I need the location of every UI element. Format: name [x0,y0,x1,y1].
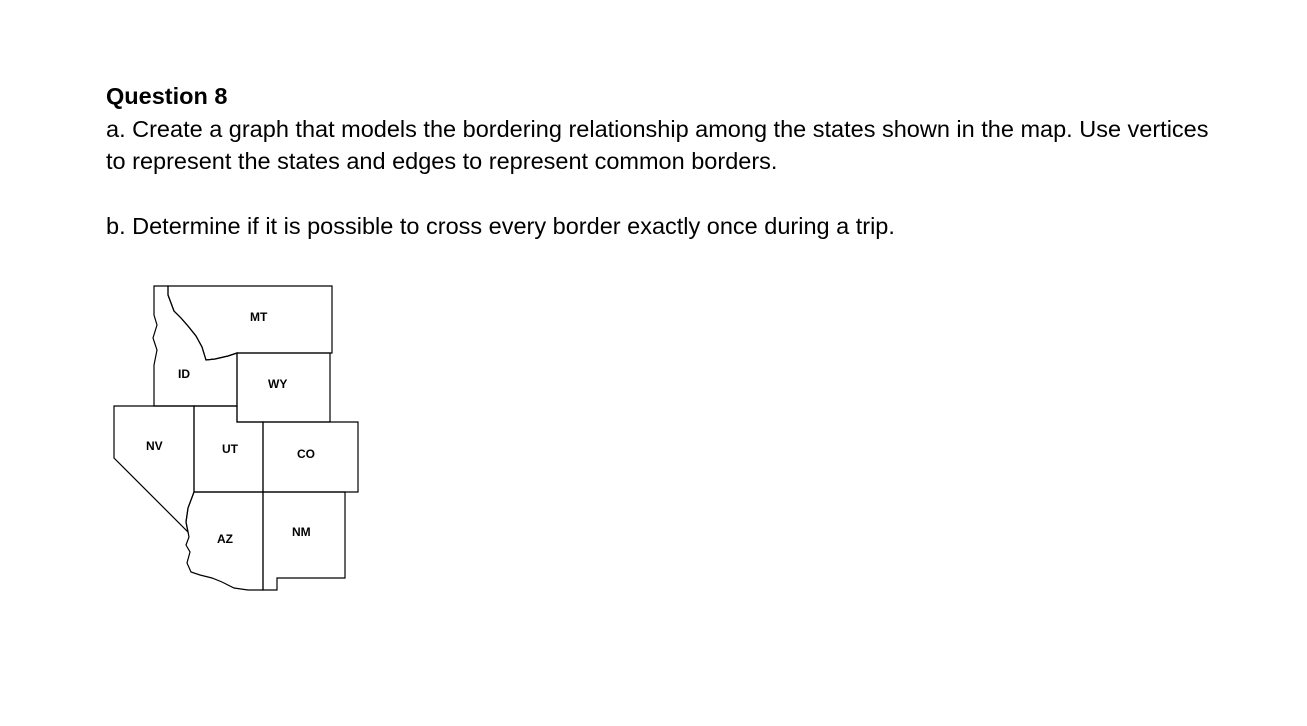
state-label-az: AZ [217,532,233,546]
question-block [106,80,1226,243]
state-nm-outline [263,492,345,590]
paragraph-spacer [106,178,1226,211]
state-label-id: ID [178,367,190,381]
state-label-nv: NV [146,439,163,453]
state-label-mt: MT [250,310,268,324]
state-label-ut: UT [222,442,238,456]
question-title: Question 8 [106,83,228,109]
question-part-a: a. Create a graph that models the bordering relationship among the states shown in the map. Use vertices to represent the states and edges to represent common borders. [106,115,1209,174]
western-states-map [112,284,362,594]
state-label-co: CO [297,447,315,461]
state-id-outline [153,286,237,406]
state-label-wy: WY [268,377,288,391]
state-label-nm: NM [292,525,311,539]
question-part-b: b. Determine if it is possible to cross every border exactly once during a trip. [106,213,895,239]
state-nv-outline [114,406,194,532]
